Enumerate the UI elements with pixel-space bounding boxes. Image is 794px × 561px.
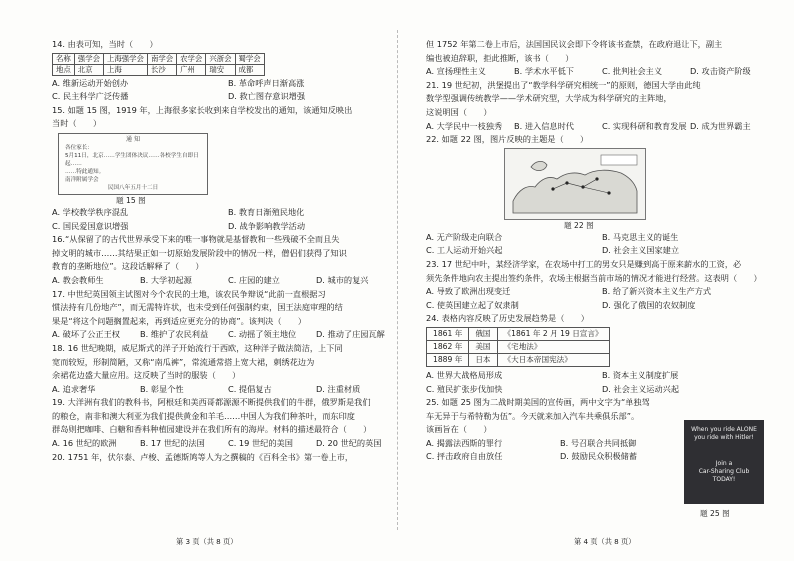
option-b[interactable]: B. 教育日渐殖民地化 — [228, 206, 305, 217]
poster-line: When you ride ALONE — [691, 426, 757, 433]
q18-options — [52, 383, 404, 397]
option-a[interactable]: A. 16 世纪的欧洲 — [52, 438, 117, 449]
table-cell: 瑞安 — [206, 64, 235, 75]
option-a[interactable]: A. 大学民中一枝独秀 — [426, 120, 503, 131]
q14-table — [52, 53, 265, 76]
table-cell: 上海强学会 — [103, 53, 147, 64]
notice-line: 南洋附属学会 — [65, 176, 99, 183]
option-d[interactable]: D. 成为世界霸主 — [690, 120, 751, 131]
table-row — [427, 327, 610, 340]
q25-options-row2 — [426, 450, 694, 464]
option-d[interactable]: D. 推动了庄园瓦解 — [316, 329, 385, 340]
option-c[interactable]: C. 民主科学广泛传播 — [52, 91, 129, 102]
table-cell: 北京 — [74, 64, 103, 75]
option-b[interactable]: B. 进入信息时代 — [514, 120, 574, 131]
option-b[interactable]: B. 彰显个性 — [140, 383, 184, 394]
option-d[interactable]: D. 强化了俄国的农奴制度 — [602, 299, 696, 310]
q15-stem-2: 当时（ ） — [52, 118, 102, 129]
q16-stem-3: 教育的垄断地位”。这段话解释了（ ） — [52, 261, 204, 272]
q14-stem: 14. 由表可知，当时（ ） — [52, 39, 158, 49]
table-cell: 长沙 — [147, 64, 176, 75]
left-page-footer: 第 3 页（共 8 页） — [176, 537, 238, 546]
q19-stem-1: 19. 大洋洲有我们的教科书，阿根廷和美西哥都源源不断提供我们的牛群，俄罗斯是我们 — [52, 397, 371, 408]
option-d[interactable]: D. 战争影响教学活动 — [228, 220, 306, 231]
notice-signature: 民国八年五月十二日 — [107, 184, 159, 191]
q15-stem-1: 15. 如题 15 图，1919 年，上海很多家长收到来自学校发出的通知，该通知反映出 — [52, 104, 353, 115]
table-row — [427, 340, 610, 353]
table-cell: 《宅地法》 — [497, 340, 609, 353]
q21-stem-3: 这说明国（ ） — [426, 106, 492, 117]
column-divider — [397, 30, 398, 530]
option-a[interactable]: A. 世界大战格局形成 — [426, 369, 503, 380]
table-row — [53, 53, 265, 64]
table-cell: 蜀学会 — [235, 53, 264, 64]
table-cell: 广州 — [177, 64, 206, 75]
option-c[interactable]: C. 实现科研和教育发展 — [602, 120, 687, 131]
notice-line: ……特此通知。 — [65, 168, 105, 175]
table-cell: 强学会 — [74, 53, 103, 64]
table-cell: 上海 — [103, 64, 147, 75]
option-b[interactable]: B. 大学初起源 — [140, 274, 192, 285]
q22-options-row2 — [426, 244, 778, 258]
option-c[interactable]: C. 批判社会主义 — [602, 66, 663, 77]
q20-cont-2: 编也被迫辞职，拒此推断，该书（ ） — [426, 52, 574, 63]
table-row — [427, 353, 610, 366]
table-cell: 名称 — [53, 53, 75, 64]
option-a[interactable]: A. 无产阶级走向联合 — [426, 231, 503, 242]
table-cell: 兴浙会 — [206, 53, 235, 64]
option-b[interactable]: B. 维护了农民利益 — [140, 329, 209, 340]
q19-stem-2: 的粮仓，南非和澳大利亚为我们提供黄金和羊毛……中国人为我们种茶叶，而东印度 — [52, 410, 355, 421]
q15-options-row2 — [52, 220, 404, 234]
table-cell: 日本 — [469, 353, 497, 366]
q21-options — [426, 120, 778, 134]
option-d[interactable]: D. 城市的复兴 — [316, 274, 369, 285]
option-c[interactable]: C. 殖民扩张步伐加快 — [426, 383, 503, 394]
right-column — [426, 38, 778, 464]
option-a[interactable]: A. 学校教学秩序混乱 — [52, 206, 129, 217]
q24-stem: 24. 表格内容反映了历史发展趋势是（ ） — [426, 313, 589, 324]
q18-stem-3: 余裙花边盛大量应用。这反映了当时的服装（ ） — [52, 370, 241, 381]
table-cell: 美国 — [469, 340, 497, 353]
q17-stem-3: 果是“将这个问题搁置起来，再到适应更充分的协商”。该判决（ ） — [52, 315, 307, 326]
q25-stem-2: 车无异于与希特勒为伍”。今天就来加入汽车共乘俱乐部”。 — [426, 410, 640, 421]
right-page-footer: 第 4 页（共 8 页） — [574, 537, 636, 546]
option-c[interactable]: C. 使英国建立起了奴隶制 — [426, 299, 519, 310]
q17-options — [52, 328, 404, 342]
q19-options — [52, 437, 404, 451]
q21-stem-1: 21. 19 世纪初，洪堡提出了“教学科学研究相统一”的原则，德国大学由此纯 — [426, 79, 701, 90]
option-a[interactable]: A. 宣扬理性主义 — [426, 66, 486, 77]
q19-stem-3: 群岛则把咖啡、白糖和香料种植园建设并在我们所有的海岸。材料的描述最符合（ ） — [52, 424, 372, 435]
q20-cont-1: 但 1752 年第二卷上市后，法国国民议会即下令将该书查禁，在政府退让下，副主 — [426, 39, 723, 49]
q14-options-row2 — [52, 90, 404, 104]
table-cell: 南学会 — [147, 53, 176, 64]
table-cell: 1862 年 — [427, 340, 469, 353]
q24-options-row2 — [426, 383, 778, 397]
poster-line: Car-Sharing Club — [698, 468, 750, 475]
option-b[interactable]: B. 学术水平低下 — [514, 66, 574, 77]
option-b[interactable]: B. 资本主义制度扩展 — [602, 369, 679, 380]
table-cell: 地点 — [53, 64, 75, 75]
table-cell: 《大日本帝国宪法》 — [497, 353, 609, 366]
europe-map-icon — [505, 149, 645, 219]
q23-stem-1: 23. 17 世纪中叶，某经济学家，在农场中打工的男女只是赚到高于原来薪水的工资，必 — [426, 258, 742, 269]
option-c[interactable]: C. 庄园的建立 — [228, 274, 280, 285]
option-d[interactable]: D. 鼓励民众积极储蓄 — [560, 451, 638, 462]
q22-caption: 题 22 图 — [564, 220, 594, 230]
option-d[interactable]: D. 社会主义国家建立 — [602, 245, 680, 256]
q24-table — [426, 327, 610, 367]
option-a[interactable]: A. 追求奢华 — [52, 383, 96, 394]
q25-poster-figure — [684, 420, 764, 504]
q24-options-row1 — [426, 369, 778, 383]
option-a[interactable]: A. 教会教师生 — [52, 274, 104, 285]
q23-options-row2 — [426, 299, 778, 313]
option-d[interactable]: D. 20 世纪的英国 — [316, 438, 382, 449]
q17-stem-2: 惯法持有几份地产”，而无需特许状，也未受到任何强制约束，国王法庭审理的结 — [52, 302, 343, 313]
option-c[interactable]: C. 提倡复古 — [228, 383, 272, 394]
q15-options-row1 — [52, 206, 404, 220]
left-column — [52, 38, 404, 464]
q23-stem-2: 须先条件地向农主提出签约条件，农场主根据当前市场的情况才能进行经营。这表明（ ） — [426, 272, 762, 283]
option-a[interactable]: A. 维新运动开始创办 — [52, 77, 129, 88]
option-c[interactable]: C. 工人运动开始兴起 — [426, 245, 503, 256]
q25-stem-3: 该画旨在（ ） — [426, 424, 492, 435]
option-d[interactable]: D. 救亡图存意识增强 — [228, 91, 306, 102]
notice-title: 通 知 — [126, 135, 140, 143]
q15-notice-figure — [58, 133, 208, 195]
q15-caption: 题 15 图 — [116, 195, 146, 205]
table-row — [53, 64, 265, 75]
option-a[interactable]: A. 导致了欧洲出现变迁 — [426, 286, 511, 297]
q17-stem-1: 17. 中世纪英国领主试图对今个农民的土地，该农民争辩说“此前一直根据习 — [52, 288, 326, 299]
q25-stem-block — [426, 396, 694, 464]
poster-line: Join a — [715, 460, 733, 467]
q20-stem-1: 20. 1751 年，伏尔泰、卢梭、孟德斯鸠等人为之撰稿的《百科全书》第一卷上市， — [52, 451, 354, 462]
q23-options-row1 — [426, 285, 778, 299]
q18-stem-2: 宽而较短，形制简陋，又称“南瓜裤”，常流通常搭上宽大裙，刺绣花边为 — [52, 356, 315, 367]
option-b[interactable]: B. 17 世纪的法国 — [140, 438, 205, 449]
option-c[interactable]: C. 动摇了领主地位 — [228, 329, 297, 340]
option-d[interactable]: D. 社会主义运动兴起 — [602, 383, 680, 394]
q18-stem-1: 18. 16 世纪晚期，威尼斯式的洋子开始流行于西欧，这种洋子做法简洁，上下同 — [52, 342, 343, 353]
table-cell: 俄国 — [469, 327, 497, 340]
option-c[interactable]: C. 19 世纪的美国 — [228, 438, 293, 449]
option-b[interactable]: B. 号召联合共同抵御 — [560, 437, 637, 448]
table-cell: 成都 — [235, 64, 264, 75]
option-c[interactable]: C. 抨击政府自由放任 — [426, 451, 503, 462]
option-a[interactable]: A. 破坏了公正王权 — [52, 329, 120, 340]
q20-options — [426, 65, 778, 79]
notice-line: 5月11日，北京……学生团体决议……各校学生自即日起…… — [65, 152, 199, 167]
option-a[interactable]: A. 揭露法西斯的罪行 — [426, 437, 503, 448]
option-b[interactable]: B. 给了新兴资本主义生产方式 — [602, 286, 712, 297]
q16-stem-2: 掉文明的城市……其结果正如一切原始发展阶段中的情况一样，僧侣们获得了知识 — [52, 247, 347, 258]
q16-stem-1: 16.“从保留了的古代世界承受下来的唯一事物就是基督教和一些残破不全而且失 — [52, 234, 340, 245]
table-cell: 1861 年 — [427, 327, 469, 340]
q25-caption: 题 25 图 — [700, 509, 730, 518]
option-c[interactable]: C. 国民爱国意识增强 — [52, 220, 129, 231]
option-d[interactable]: D. 注重材质 — [316, 383, 361, 394]
table-cell: 《1861 年 2 月 19 日宣言》 — [497, 327, 609, 340]
q21-stem-2: 数学型强调传统教学——学术研究型，大学成为科学研究的主阵地， — [426, 93, 672, 104]
q14-options-row1 — [52, 77, 404, 91]
notice-line: 各位家长： — [65, 144, 93, 151]
q22-map-figure — [504, 148, 646, 220]
table-cell: 1889 年 — [427, 353, 469, 366]
poster-line: TODAY! — [712, 476, 736, 483]
option-b[interactable]: B. 马克思主义的诞生 — [602, 231, 679, 242]
q22-stem: 22. 如题 22 图，图片反映的主题是（ ） — [426, 134, 589, 145]
q25-stem-1: 25. 如题 25 图为二战时期美国的宣传画，两中文字为“单独驾 — [426, 397, 650, 408]
q22-options-row1 — [426, 231, 778, 245]
q16-options — [52, 274, 404, 288]
table-cell: 农学会 — [177, 53, 206, 64]
poster-line: you ride with Hitler! — [694, 434, 754, 441]
q25-options-row1 — [426, 437, 694, 451]
option-b[interactable]: B. 革命呼声日渐高涨 — [228, 77, 305, 88]
option-d[interactable]: D. 攻击资产阶级 — [690, 66, 751, 77]
